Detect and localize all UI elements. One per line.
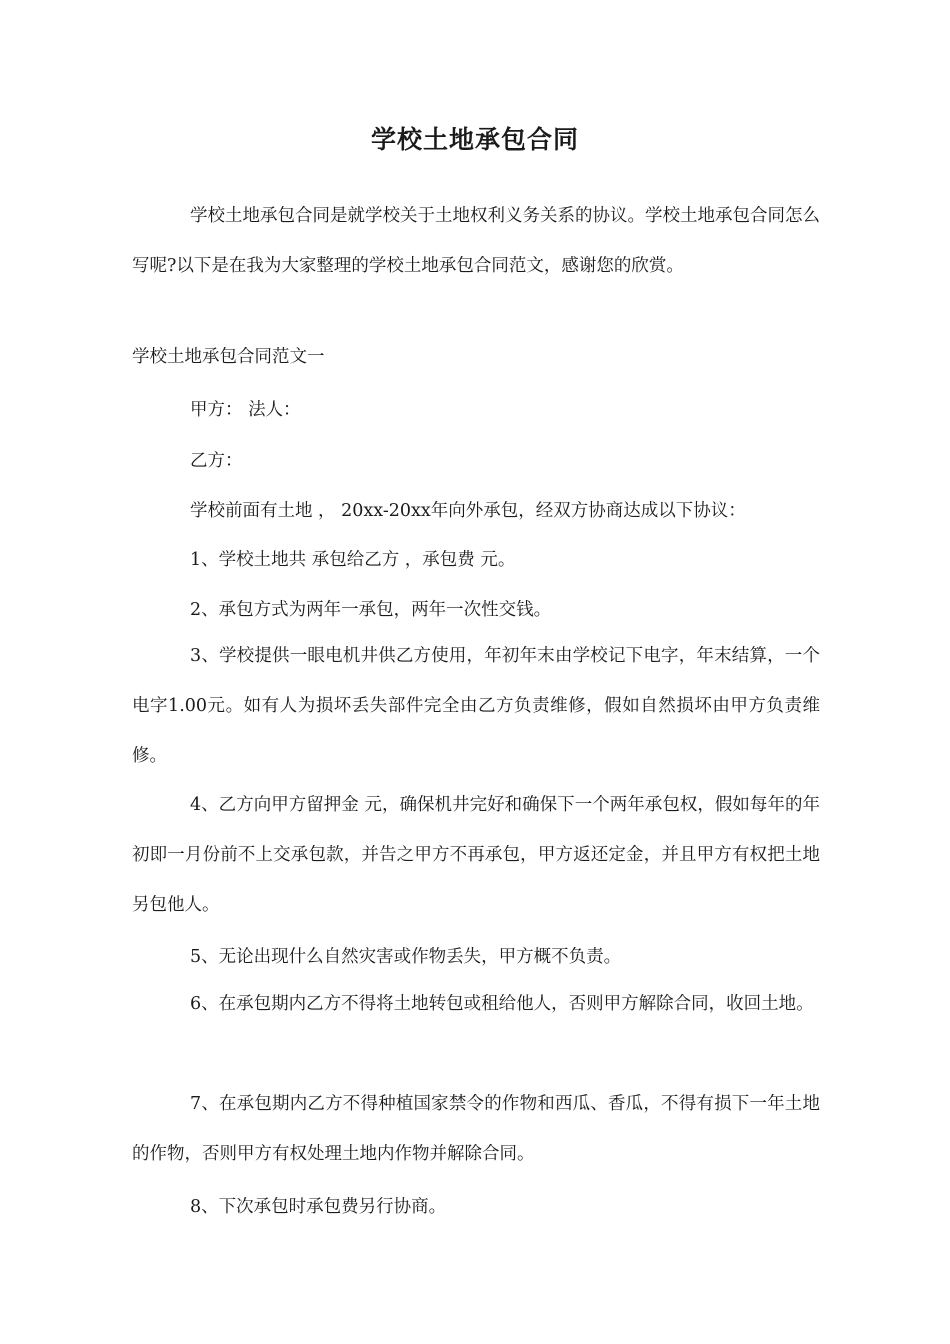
clause-1: 1、学校土地共 承包给乙方 ，承包费 元。 [190, 550, 516, 570]
clause-5: 5、无论出现什么自然灾害或作物丢失，甲方概不负责。 [190, 947, 622, 967]
clause-7: 7、在承包期内乙方不得种植国家禁令的作物和西瓜、香瓜，不得有损下一年土地的作物，否则甲方有权处理土地内作物并解除合同。 [132, 1094, 820, 1164]
intro-paragraph: 学校土地承包合同是就学校关于土地权利义务关系的协议。学校土地承包合同怎么写呢?以下是在我为大家整理的学校土地承包合同范文，感谢您的欣赏。 [132, 206, 820, 276]
preamble-line: 学校前面有土地 ， 20xx-20xx年向外承包，经双方协商达成以下协议： [190, 501, 746, 521]
section-heading: 学校土地承包合同范文一 [132, 347, 325, 367]
clause-3: 3、学校提供一眼电机井供乙方使用，年初年末由学校记下电字，年末结算，一个电字1.00元。如有人为损坏丢失部件完全由乙方负责维修，假如自然损坏由甲方负责维修。 [132, 646, 820, 766]
clause-2: 2、承包方式为两年一承包，两年一次性交钱。 [190, 600, 552, 620]
document-title: 学校土地承包合同 [370, 125, 579, 154]
party-b-line: 乙方： [190, 451, 243, 471]
clause-6: 6、在承包期内乙方不得将土地转包或租给他人，否则甲方解除合同，收回土地。 [190, 994, 814, 1014]
clause-4: 4、乙方向甲方留押金 元，确保机井完好和确保下一个两年承包权，假如每年的年初即一月份前不上交承包款，并告之甲方不再承包，甲方返还定金，并且甲方有权把土地另包他人。 [132, 795, 820, 915]
clause-8: 8、下次承包时承包费另行协商。 [190, 1197, 447, 1217]
party-a-line: 甲方： 法人： [190, 400, 301, 420]
